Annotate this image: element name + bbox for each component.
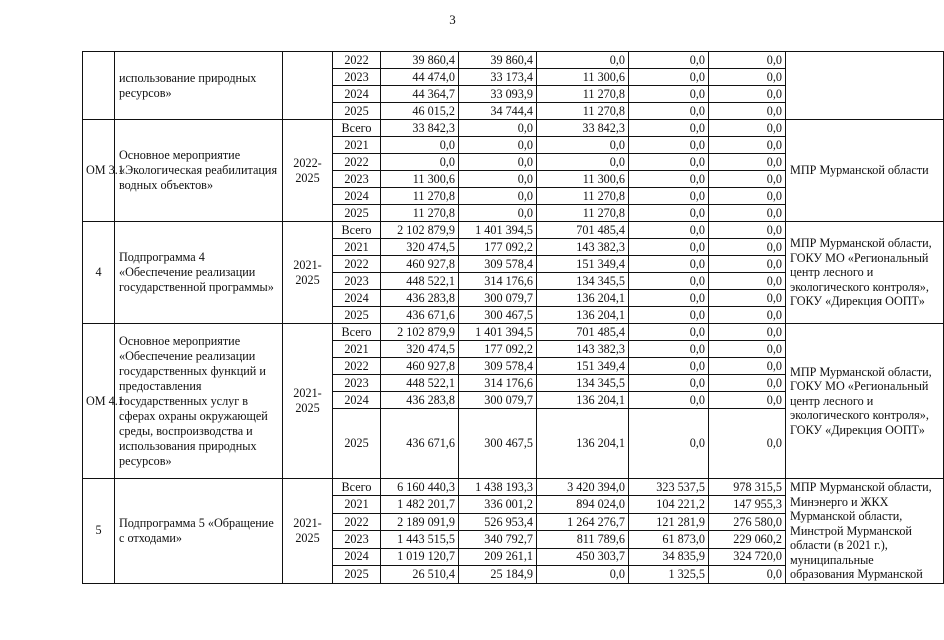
regional-budget-cell: 33 173,4 (459, 69, 537, 86)
year-cell: 2022 (333, 154, 381, 171)
year-cell: Всего (333, 222, 381, 239)
table-row (83, 479, 944, 496)
extra-budget-cell: 0,0 (709, 86, 786, 103)
extra-budget-cell: 0,0 (709, 222, 786, 239)
federal-budget-cell: 136 204,1 (537, 409, 629, 479)
extra-budget-cell: 0,0 (709, 341, 786, 358)
table-row (83, 120, 944, 137)
federal-budget-cell: 0,0 (537, 154, 629, 171)
local-budget-cell: 1 325,5 (629, 566, 709, 583)
total-cell: 26 510,4 (381, 566, 459, 583)
local-budget-cell: 0,0 (629, 188, 709, 205)
total-cell: 460 927,8 (381, 256, 459, 273)
regional-budget-cell: 33 093,9 (459, 86, 537, 103)
row-name: Подпрограмма 5 «Обращение с отходами» (115, 479, 283, 584)
regional-budget-cell: 177 092,2 (459, 341, 537, 358)
extra-budget-cell: 147 955,3 (709, 496, 786, 513)
page-number: 3 (449, 12, 456, 27)
total-cell: 1 019 120,7 (381, 548, 459, 565)
local-budget-cell: 0,0 (629, 137, 709, 154)
regional-budget-cell: 0,0 (459, 205, 537, 222)
regional-budget-cell: 0,0 (459, 154, 537, 171)
extra-budget-cell: 0,0 (709, 273, 786, 290)
year-cell: 2021 (333, 137, 381, 154)
year-cell: 2021 (333, 496, 381, 513)
regional-budget-cell: 526 953,4 (459, 513, 537, 530)
federal-budget-cell: 0,0 (537, 52, 629, 69)
year-cell: 2023 (333, 171, 381, 188)
row-period: 2022-2025 (283, 120, 333, 222)
row-executor (786, 52, 944, 120)
total-cell: 11 270,8 (381, 205, 459, 222)
year-cell: Всего (333, 120, 381, 137)
regional-budget-cell: 314 176,6 (459, 273, 537, 290)
year-cell: 2023 (333, 531, 381, 548)
budget-table-body (83, 52, 944, 584)
regional-budget-cell: 300 079,7 (459, 290, 537, 307)
extra-budget-cell: 0,0 (709, 375, 786, 392)
federal-budget-cell: 151 349,4 (537, 358, 629, 375)
regional-budget-cell: 0,0 (459, 188, 537, 205)
total-cell: 320 474,5 (381, 239, 459, 256)
regional-budget-cell: 1 438 193,3 (459, 479, 537, 496)
row-period: 2021-2025 (283, 324, 333, 479)
local-budget-cell: 61 873,0 (629, 531, 709, 548)
year-cell: 2025 (333, 566, 381, 583)
total-cell: 448 522,1 (381, 375, 459, 392)
regional-budget-cell: 0,0 (459, 120, 537, 137)
federal-budget-cell: 11 300,6 (537, 69, 629, 86)
federal-budget-cell: 450 303,7 (537, 548, 629, 565)
row-code: ОМ 4.1 (83, 324, 115, 479)
row-name: Основное мероприятие «Обеспечение реализации государственных функций и предоставления государственных услуг в сферах охраны окружающей среды, воспроизводства и использования природных ресурсов» (115, 324, 283, 479)
federal-budget-cell: 151 349,4 (537, 256, 629, 273)
year-cell: 2024 (333, 548, 381, 565)
federal-budget-cell: 701 485,4 (537, 324, 629, 341)
federal-budget-cell: 134 345,5 (537, 375, 629, 392)
extra-budget-cell: 0,0 (709, 52, 786, 69)
federal-budget-cell: 11 270,8 (537, 86, 629, 103)
local-budget-cell: 0,0 (629, 375, 709, 392)
local-budget-cell: 0,0 (629, 239, 709, 256)
regional-budget-cell: 314 176,6 (459, 375, 537, 392)
extra-budget-cell: 978 315,5 (709, 479, 786, 496)
local-budget-cell: 0,0 (629, 52, 709, 69)
total-cell: 320 474,5 (381, 341, 459, 358)
total-cell: 448 522,1 (381, 273, 459, 290)
table-row (83, 222, 944, 239)
regional-budget-cell: 309 578,4 (459, 256, 537, 273)
extra-budget-cell: 0,0 (709, 137, 786, 154)
extra-budget-cell: 0,0 (709, 256, 786, 273)
extra-budget-cell: 0,0 (709, 290, 786, 307)
table-row (83, 324, 944, 341)
local-budget-cell: 0,0 (629, 154, 709, 171)
regional-budget-cell: 1 401 394,5 (459, 222, 537, 239)
year-cell: 2023 (333, 69, 381, 86)
budget-table (82, 51, 944, 584)
year-cell: 2025 (333, 205, 381, 222)
local-budget-cell: 0,0 (629, 341, 709, 358)
total-cell: 6 160 440,3 (381, 479, 459, 496)
local-budget-cell: 323 537,5 (629, 479, 709, 496)
total-cell: 436 283,8 (381, 290, 459, 307)
total-cell: 44 474,0 (381, 69, 459, 86)
local-budget-cell: 104 221,2 (629, 496, 709, 513)
federal-budget-cell: 0,0 (537, 137, 629, 154)
extra-budget-cell: 0,0 (709, 103, 786, 120)
row-period: 2021-2025 (283, 479, 333, 584)
extra-budget-cell: 0,0 (709, 358, 786, 375)
total-cell: 460 927,8 (381, 358, 459, 375)
extra-budget-cell: 0,0 (709, 120, 786, 137)
federal-budget-cell: 136 204,1 (537, 290, 629, 307)
row-executor: МПР Мурманской области, ГОКУ МО «Региональный центр лесного и экологического контроля», ГОКУ «Дирекция ООПТ» (786, 222, 944, 324)
federal-budget-cell: 894 024,0 (537, 496, 629, 513)
extra-budget-cell: 0,0 (709, 171, 786, 188)
local-budget-cell: 0,0 (629, 256, 709, 273)
federal-budget-cell: 11 270,8 (537, 205, 629, 222)
total-cell: 39 860,4 (381, 52, 459, 69)
federal-budget-cell: 11 270,8 (537, 188, 629, 205)
row-name: Основное мероприятие «Экологическая реабилитация водных объектов» (115, 120, 283, 222)
local-budget-cell: 0,0 (629, 222, 709, 239)
year-cell: 2022 (333, 358, 381, 375)
local-budget-cell: 121 281,9 (629, 513, 709, 530)
year-cell: 2021 (333, 239, 381, 256)
row-executor: МПР Мурманской области, Минэнерго и ЖКХ Мурманской области, Минстрой Мурманской области (в 2021 г.), муниципальные образования Мурманской (786, 479, 944, 584)
federal-budget-cell: 143 382,3 (537, 239, 629, 256)
regional-budget-cell: 34 744,4 (459, 103, 537, 120)
extra-budget-cell: 0,0 (709, 239, 786, 256)
row-code: 4 (83, 222, 115, 324)
local-budget-cell: 34 835,9 (629, 548, 709, 565)
total-cell: 2 102 879,9 (381, 324, 459, 341)
year-cell: 2022 (333, 256, 381, 273)
regional-budget-cell: 300 467,5 (459, 409, 537, 479)
local-budget-cell: 0,0 (629, 86, 709, 103)
total-cell: 46 015,2 (381, 103, 459, 120)
row-name: использование природных ресурсов» (115, 52, 283, 120)
total-cell: 11 300,6 (381, 171, 459, 188)
local-budget-cell: 0,0 (629, 307, 709, 324)
local-budget-cell: 0,0 (629, 69, 709, 86)
regional-budget-cell: 39 860,4 (459, 52, 537, 69)
federal-budget-cell: 0,0 (537, 566, 629, 583)
year-cell: 2024 (333, 86, 381, 103)
total-cell: 436 283,8 (381, 392, 459, 409)
regional-budget-cell: 0,0 (459, 171, 537, 188)
year-cell: Всего (333, 324, 381, 341)
total-cell: 436 671,6 (381, 409, 459, 479)
regional-budget-cell: 209 261,1 (459, 548, 537, 565)
local-budget-cell: 0,0 (629, 205, 709, 222)
row-executor: МПР Мурманской области (786, 120, 944, 222)
extra-budget-cell: 0,0 (709, 409, 786, 479)
local-budget-cell: 0,0 (629, 290, 709, 307)
federal-budget-cell: 11 270,8 (537, 103, 629, 120)
regional-budget-cell: 309 578,4 (459, 358, 537, 375)
total-cell: 33 842,3 (381, 120, 459, 137)
regional-budget-cell: 336 001,2 (459, 496, 537, 513)
total-cell: 0,0 (381, 154, 459, 171)
local-budget-cell: 0,0 (629, 324, 709, 341)
federal-budget-cell: 1 264 276,7 (537, 513, 629, 530)
federal-budget-cell: 3 420 394,0 (537, 479, 629, 496)
regional-budget-cell: 340 792,7 (459, 531, 537, 548)
local-budget-cell: 0,0 (629, 120, 709, 137)
extra-budget-cell: 0,0 (709, 69, 786, 86)
table-row (83, 52, 944, 69)
extra-budget-cell: 0,0 (709, 188, 786, 205)
regional-budget-cell: 1 401 394,5 (459, 324, 537, 341)
year-cell: 2021 (333, 341, 381, 358)
total-cell: 1 482 201,7 (381, 496, 459, 513)
federal-budget-cell: 811 789,6 (537, 531, 629, 548)
row-code (83, 52, 115, 120)
total-cell: 0,0 (381, 137, 459, 154)
extra-budget-cell: 229 060,2 (709, 531, 786, 548)
local-budget-cell: 0,0 (629, 103, 709, 120)
year-cell: 2024 (333, 392, 381, 409)
row-period: 2021-2025 (283, 222, 333, 324)
year-cell: 2025 (333, 307, 381, 324)
year-cell: 2025 (333, 409, 381, 479)
federal-budget-cell: 11 300,6 (537, 171, 629, 188)
year-cell: 2023 (333, 273, 381, 290)
extra-budget-cell: 0,0 (709, 307, 786, 324)
extra-budget-cell: 0,0 (709, 154, 786, 171)
year-cell: 2022 (333, 513, 381, 530)
local-budget-cell: 0,0 (629, 273, 709, 290)
extra-budget-cell: 0,0 (709, 324, 786, 341)
federal-budget-cell: 134 345,5 (537, 273, 629, 290)
total-cell: 2 189 091,9 (381, 513, 459, 530)
federal-budget-cell: 143 382,3 (537, 341, 629, 358)
federal-budget-cell: 136 204,1 (537, 392, 629, 409)
extra-budget-cell: 0,0 (709, 566, 786, 583)
local-budget-cell: 0,0 (629, 409, 709, 479)
total-cell: 2 102 879,9 (381, 222, 459, 239)
regional-budget-cell: 25 184,9 (459, 566, 537, 583)
extra-budget-cell: 0,0 (709, 205, 786, 222)
row-period (283, 52, 333, 120)
federal-budget-cell: 33 842,3 (537, 120, 629, 137)
regional-budget-cell: 0,0 (459, 137, 537, 154)
row-executor: МПР Мурманской области, ГОКУ МО «Региональный центр лесного и экологического контроля», ГОКУ «Дирекция ООПТ» (786, 324, 944, 479)
year-cell: 2024 (333, 188, 381, 205)
regional-budget-cell: 177 092,2 (459, 239, 537, 256)
total-cell: 44 364,7 (381, 86, 459, 103)
total-cell: 1 443 515,5 (381, 531, 459, 548)
total-cell: 11 270,8 (381, 188, 459, 205)
local-budget-cell: 0,0 (629, 171, 709, 188)
extra-budget-cell: 324 720,0 (709, 548, 786, 565)
local-budget-cell: 0,0 (629, 392, 709, 409)
federal-budget-cell: 701 485,4 (537, 222, 629, 239)
extra-budget-cell: 276 580,0 (709, 513, 786, 530)
regional-budget-cell: 300 079,7 (459, 392, 537, 409)
year-cell: 2025 (333, 103, 381, 120)
year-cell: Всего (333, 479, 381, 496)
year-cell: 2024 (333, 290, 381, 307)
local-budget-cell: 0,0 (629, 358, 709, 375)
row-code: 5 (83, 479, 115, 584)
year-cell: 2022 (333, 52, 381, 69)
federal-budget-cell: 136 204,1 (537, 307, 629, 324)
year-cell: 2023 (333, 375, 381, 392)
row-code: ОМ 3.1 (83, 120, 115, 222)
total-cell: 436 671,6 (381, 307, 459, 324)
regional-budget-cell: 300 467,5 (459, 307, 537, 324)
row-name: Подпрограмма 4 «Обеспечение реализации государственной программы» (115, 222, 283, 324)
extra-budget-cell: 0,0 (709, 392, 786, 409)
